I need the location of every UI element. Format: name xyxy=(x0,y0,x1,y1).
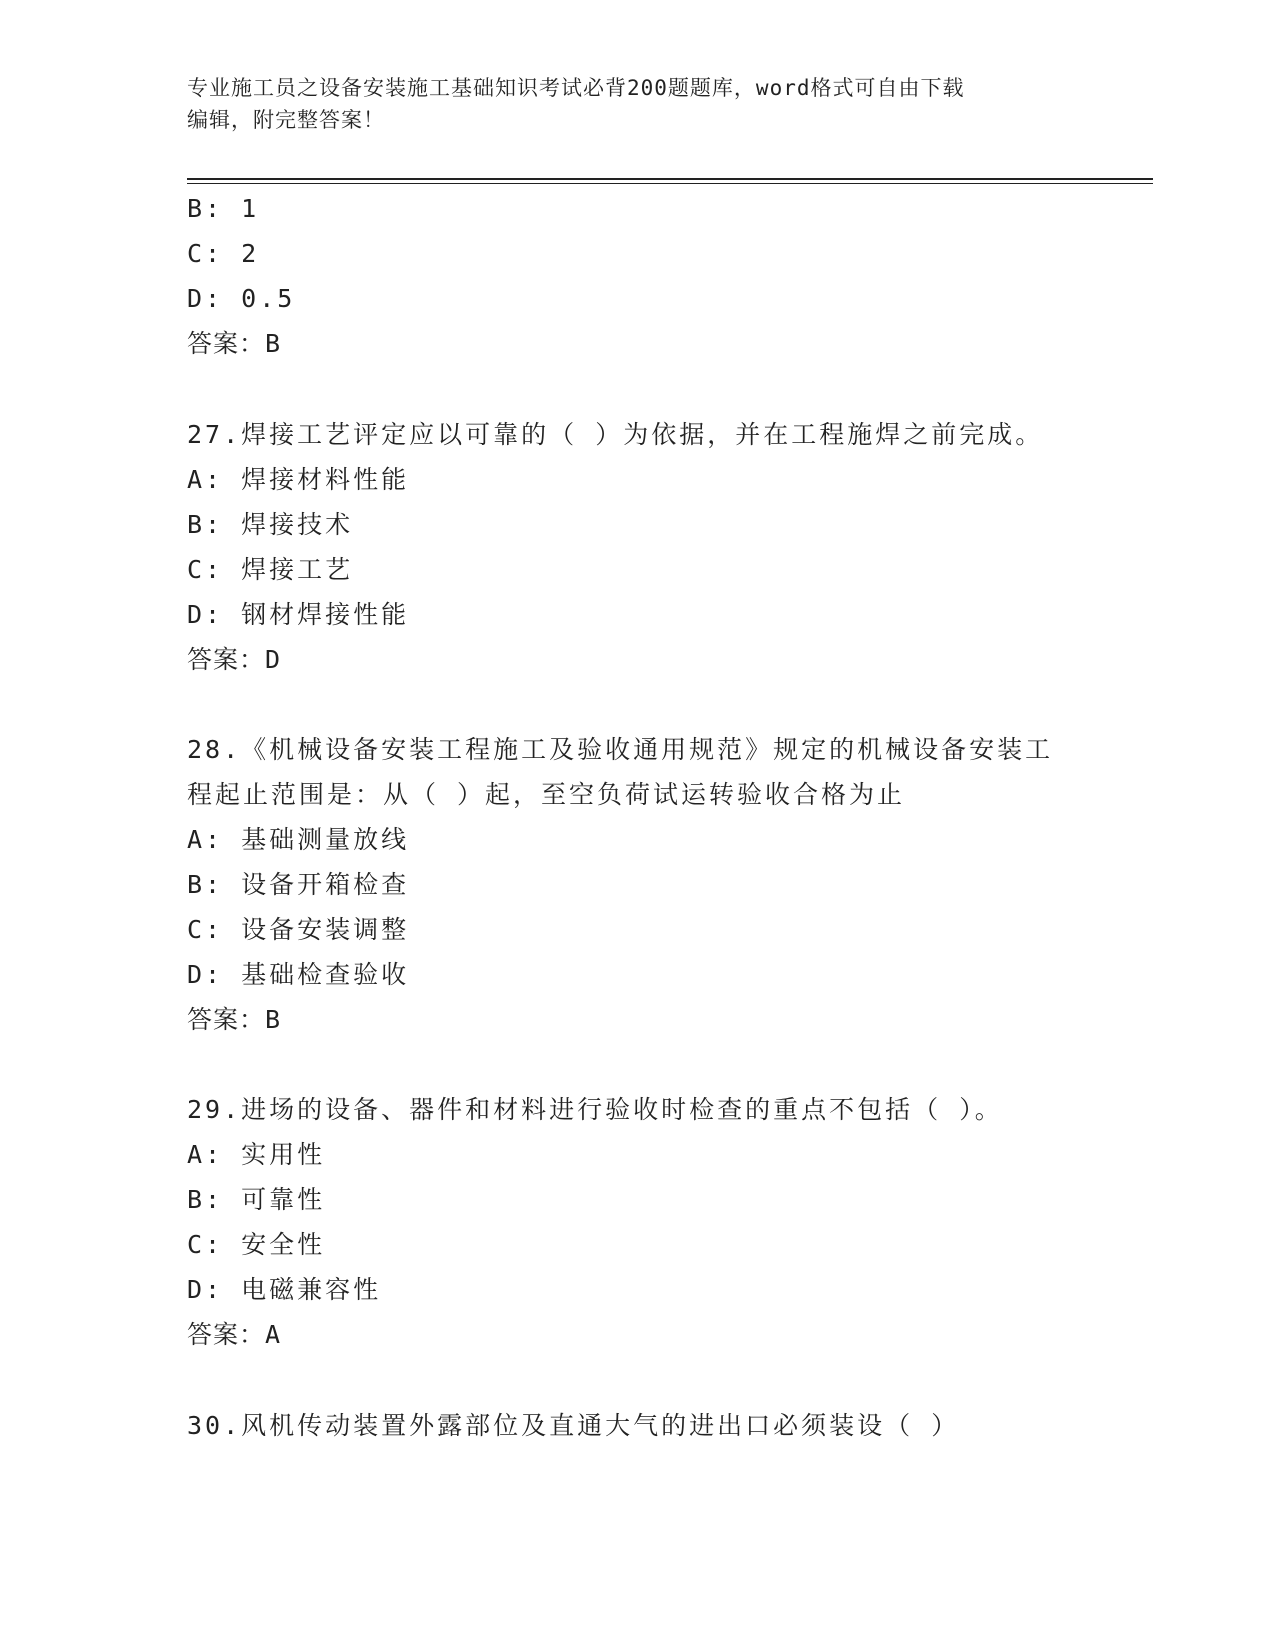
q28-answer: 答案：B xyxy=(187,1005,282,1034)
q29-answer: 答案：A xyxy=(187,1320,282,1349)
q27-option-a: A: 焊接材料性能 xyxy=(187,465,410,494)
q27-option-d: D: 钢材焊接性能 xyxy=(187,600,410,629)
q27-option-b: B: 焊接技术 xyxy=(187,510,354,539)
q29-option-d: D: 电磁兼容性 xyxy=(187,1275,382,1304)
q28-option-a: A: 基础测量放线 xyxy=(187,825,410,854)
q29-option-c: C: 安全性 xyxy=(187,1230,326,1259)
q28-option-b: B: 设备开箱检查 xyxy=(187,870,410,899)
q29-stem: 29.进场的设备、器件和材料进行验收时检查的重点不包括（ ）。 xyxy=(187,1095,1003,1124)
q29-option-a: A: 实用性 xyxy=(187,1140,326,1169)
q26-answer: 答案：B xyxy=(187,329,282,358)
header-title-line-1: 专业施工员之设备安装施工基础知识考试必背200题题库，word格式可自由下载 xyxy=(187,76,965,100)
q26-option-b: B: 1 xyxy=(187,194,260,223)
q27-option-c: C: 焊接工艺 xyxy=(187,555,354,584)
q28-stem-line-1: 28.《机械设备安装工程施工及验收通用规范》规定的机械设备安装工 xyxy=(187,735,1054,764)
header-divider-thin xyxy=(187,183,1153,184)
header-divider-thick xyxy=(187,178,1153,180)
q29-option-b: B: 可靠性 xyxy=(187,1185,326,1214)
q30-stem: 30.风机传动装置外露部位及直通大气的进出口必须装设（ ） xyxy=(187,1411,960,1440)
q27-answer: 答案：D xyxy=(187,645,282,674)
header-title-line-2: 编辑，附完整答案！ xyxy=(187,108,385,132)
q26-option-d: D: 0.5 xyxy=(187,284,296,313)
q26-option-c: C: 2 xyxy=(187,239,260,268)
q27-stem: 27.焊接工艺评定应以可靠的（ ）为依据，并在工程施焊之前完成。 xyxy=(187,420,1044,449)
q28-option-d: D: 基础检查验收 xyxy=(187,960,410,989)
q28-option-c: C: 设备安装调整 xyxy=(187,915,410,944)
q28-stem-line-2: 程起止范围是：从（ ）起，至空负荷试运转验收合格为止 xyxy=(187,780,906,809)
document-header xyxy=(187,72,1087,136)
